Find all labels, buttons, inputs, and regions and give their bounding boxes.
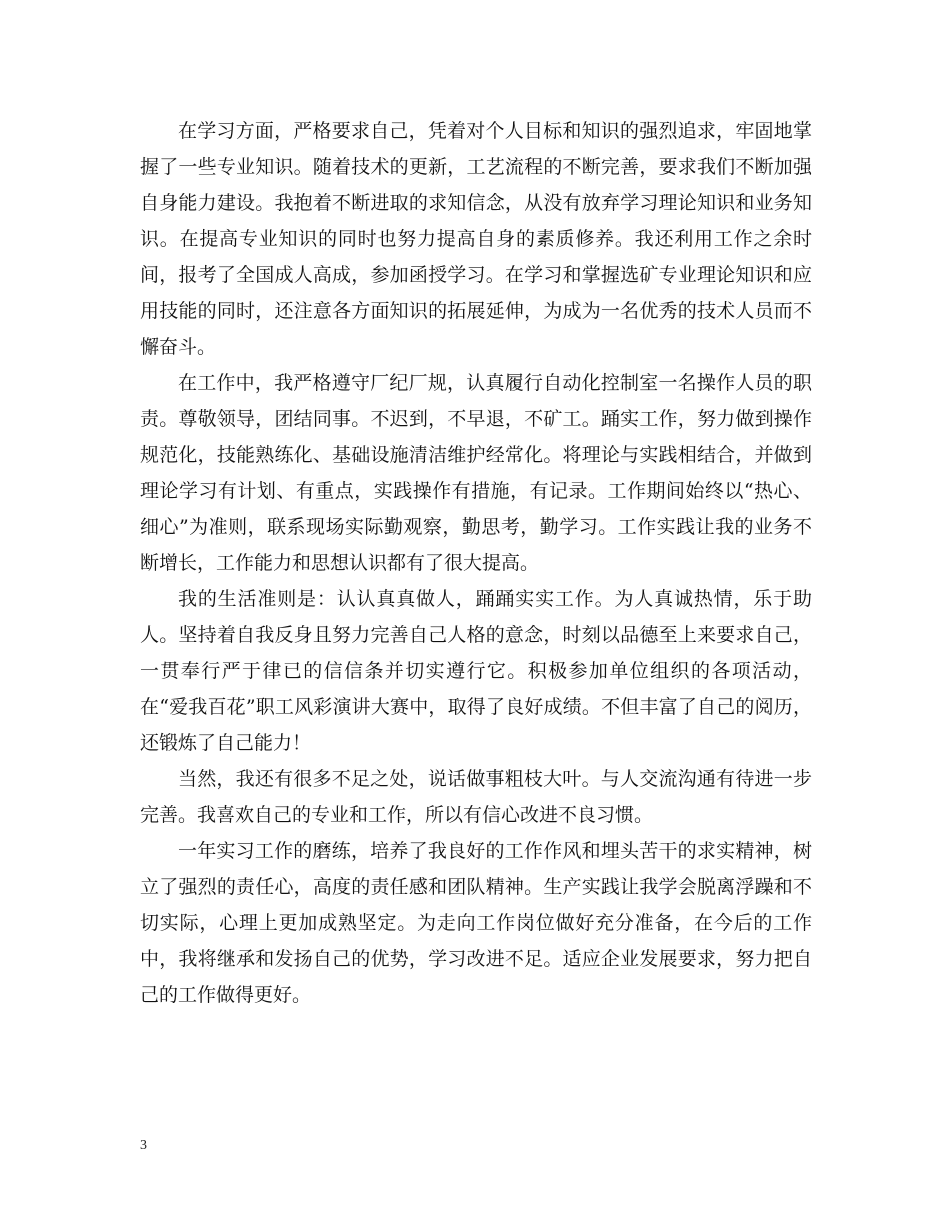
body-text [140,113,812,1013]
paragraph-summary: 一年实习工作的磨练，培养了我良好的工作作风和埋头苦干的求实精神，树立了强烈的责任心，高度的责任感和团队精神。生产实践让我学会脱离浮躁和不切实际，心理上更加成熟坚定。为走向工作岗位做好充分准备，在今后的工作中，我将继承和发扬自己的优势，学习改进不足。适应企业发展要求，努力把自己的工作做得更好。 [140,840,812,1006]
paragraph-work: 在工作中，我严格遵守厂纪厂规，认真履行自动化控制室一名操作人员的职责。尊敬领导，团结同事。不迟到，不早退，不矿工。踊实工作，努力做到操作规范化，技能熟练化、基础设施清洁维护经常化。将理论与实践相结合，并做到理论学习有计划、有重点，实践操作有措施，有记录。工作期间始终以“热心、细心”为准则，联系现场实际勤观察，勤思考，勤学习。工作实践让我的业务不断增长，工作能力和思想认识都有了很大提高。 [140,372,812,574]
paragraph-study: 在学习方面，严格要求自己，凭着对个人目标和知识的强烈追求，牢固地掌握了一些专业知识。随着技术的更新，工艺流程的不断完善，要求我们不断加强自身能力建设。我抱着不断进取的求知信念，从没有放弃学习理论知识和业务知识。在提高专业知识的同时也努力提高自身的素质修养。我还利用工作之余时间，报考了全国成人高成，参加函授学习。在学习和掌握选矿专业理论知识和应用技能的同时，还注意各方面知识的拓展延伸，为成为一名优秀的技术人员而不懈奋斗。 [140,120,812,358]
page-number: 3 [140,1138,147,1153]
paragraph-life: 我的生活准则是：认认真真做人，踊踊实实工作。为人真诚热情，乐于助人。坚持着自我反身且努力完善自己人格的意念，时刻以品德至上来要求自己，一贯奉行严于律已的信信条并切实遵行它。积极参加单位组织的各项活动，在“爱我百花”职工风彩演讲大赛中，取得了良好成绩。不但丰富了自己的阅历，还锻炼了自己能力！ [140,588,812,754]
paragraph-shortcomings: 当然，我还有很多不足之处，说话做事粗枝大叶。与人交流沟通有待进一步完善。我喜欢自己的专业和工作，所以有信心改进不良习惯。 [140,768,812,826]
